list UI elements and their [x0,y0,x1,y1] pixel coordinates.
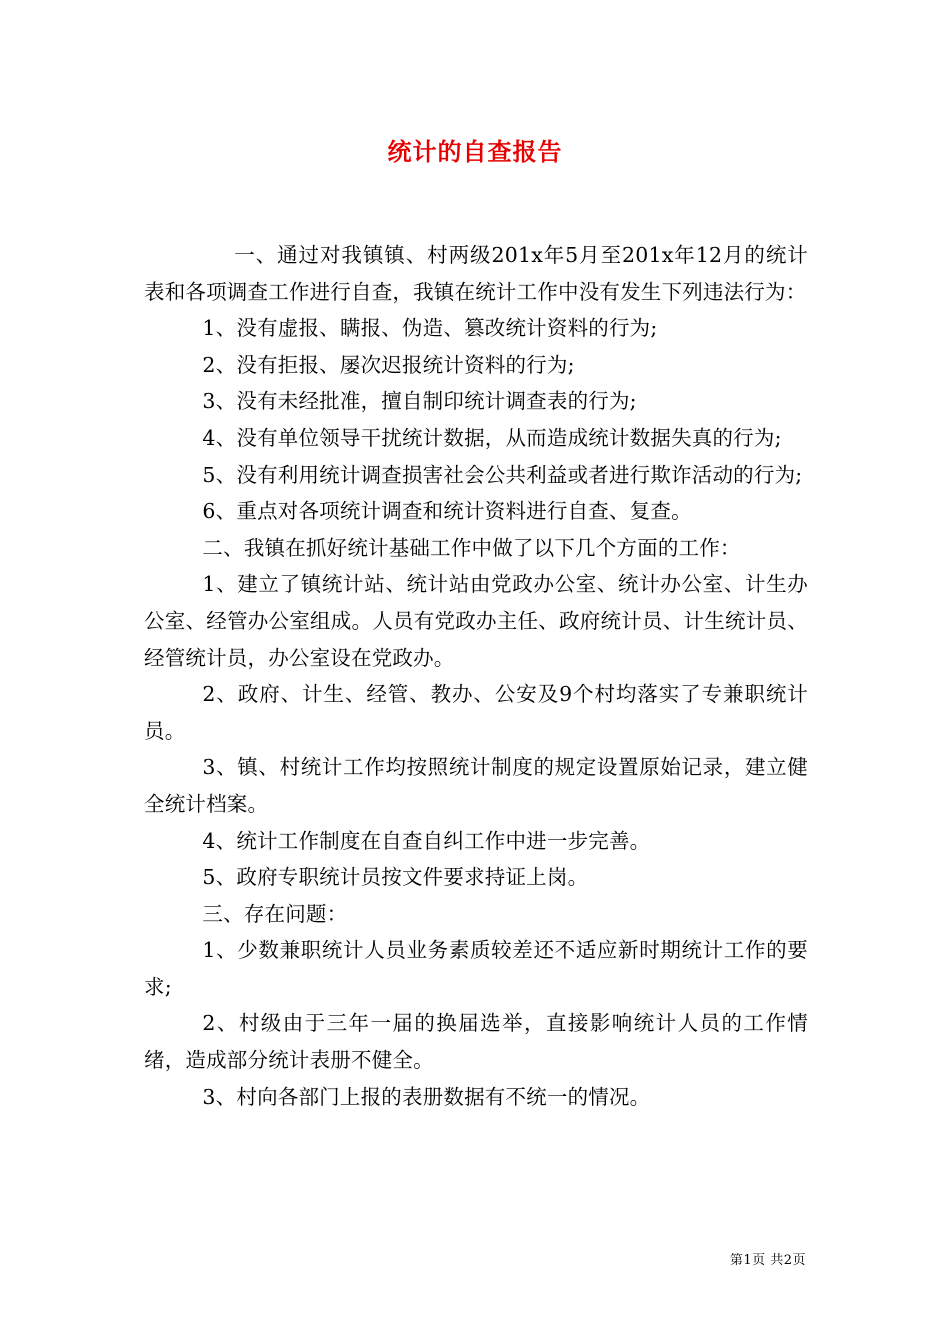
paragraph-item: 5、没有利用统计调查损害社会公共利益或者进行欺诈活动的行为; [202,462,803,487]
document-body [144,237,808,1115]
document-title: 统计的自查报告 [387,137,563,166]
paragraph-item: 2、没有拒报、屡次迟报统计资料的行为; [202,352,575,377]
paragraph-item: 5、政府专职统计员按文件要求持证上岗。 [202,865,589,890]
paragraph-section-3-heading: 三、存在问题： [202,901,348,926]
paragraph-item: 4、没有单位领导干扰统计数据，从而造成统计数据失真的行为; [202,425,782,450]
paragraph-item: 2、村级由于三年一届的换届选举，直接影响统计人员的工作情绪，造成部分统计表册不健全。 [144,1011,808,1073]
paragraph-item: 3、镇、村统计工作均按照统计制度的规定设置原始记录，建立健全统计档案。 [144,755,808,816]
paragraph-section-1-intro: 一、通过对我镇镇、村两级201x年5月至201x年12月的统计表和各项调查工作进行自查，我镇在统计工作中没有发生下列违法行为： [144,243,808,304]
paragraph-item: 2、政府、计生、经管、教办、公安及9个村均落实了专兼职统计员。 [144,682,808,743]
paragraph-section-2-heading: 二、我镇在抓好统计基础工作中做了以下几个方面的工作： [202,535,741,560]
paragraph-item: 1、建立了镇统计站、统计站由党政办公室、统计办公室、计生办公室、经管办公室组成。人员有党政办主任、政府统计员、计生统计员、经管统计员，办公室设在党政办。 [144,572,808,670]
paragraph-item: 3、没有未经批准，擅自制印统计调查表的行为; [202,389,637,414]
paragraph-item: 1、少数兼职统计人员业务素质较差还不适应新时期统计工作的要求; [144,938,808,999]
page-number-footer: 第1页 共2页 [729,1253,806,1268]
paragraph-item: 4、统计工作制度在自查自纠工作中进一步完善。 [202,828,651,853]
paragraph-item: 1、没有虚报、瞒报、伪造、篡改统计资料的行为; [202,316,658,341]
paragraph-item: 6、重点对各项统计调查和统计资料进行自查、复查。 [202,499,692,524]
paragraph-item: 3、村向各部门上报的表册数据有不统一的情况。 [202,1084,651,1109]
